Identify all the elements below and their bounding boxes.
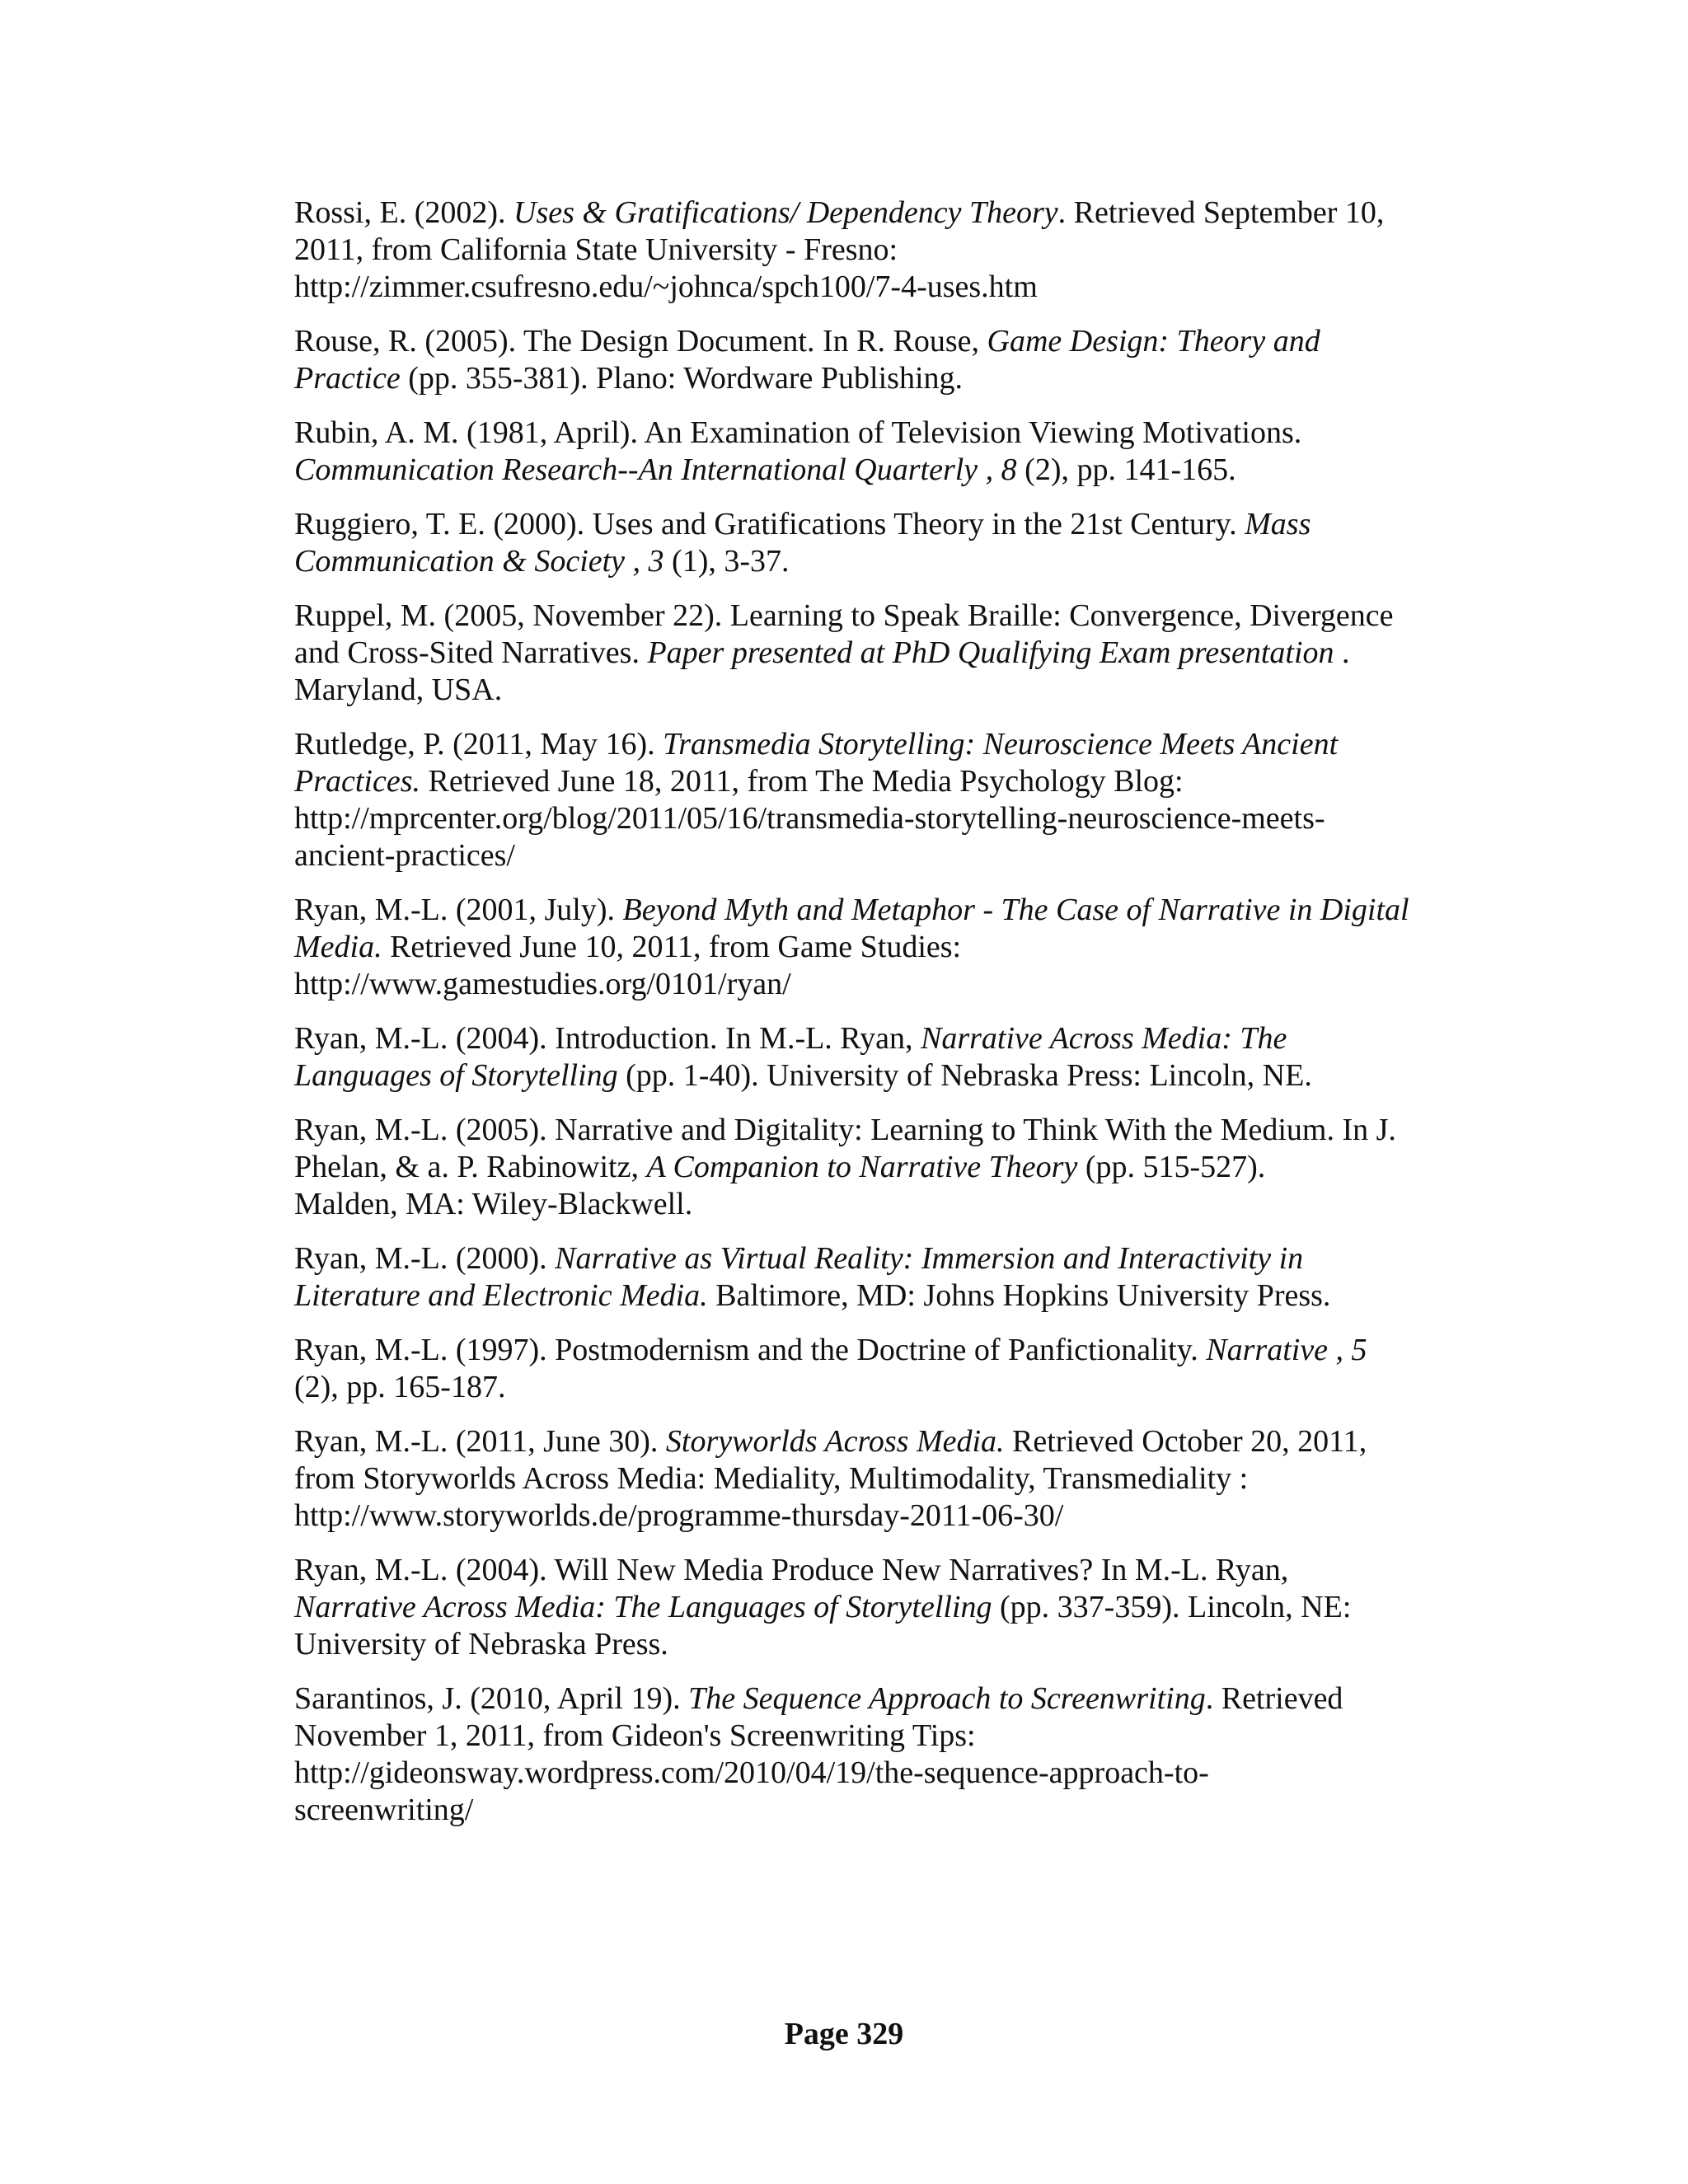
reference-italic-text: Languages of Storytelling [294, 1058, 618, 1093]
reference-line [294, 726, 1465, 763]
reference-text: (pp. 1-40). University of Nebraska Press: Lincoln, NE. [617, 1058, 1312, 1093]
reference-line [294, 1718, 1465, 1755]
reference-italic-text: Practices. [294, 764, 421, 799]
reference-text: Rutledge, P. (2011, May 16). [294, 727, 663, 762]
reference-text: University of Nebraska Press. [294, 1627, 668, 1661]
reference-text: (pp. 337-359). Lincoln, NE: [992, 1590, 1352, 1624]
reference-text: Ryan, M.-L. (2000). [294, 1241, 556, 1276]
reference-text: (1), 3-37. [663, 544, 790, 579]
reference-italic-text: Paper presented at PhD Qualifying Exam presentation [647, 635, 1334, 670]
reference-line [294, 1626, 1465, 1663]
reference-text: and Cross-Sited Narratives. [294, 635, 648, 670]
reference-text: Retrieved June 18, 2011, from The Media Psychology Blog: [420, 764, 1184, 799]
reference-entry [294, 1112, 1465, 1223]
reference-text: Phelan, & a. P. Rabinowitz, [294, 1150, 647, 1184]
reference-entry [294, 194, 1465, 306]
reference-italic-text: Practice [294, 361, 401, 396]
reference-line [294, 800, 1465, 837]
reference-line [294, 1460, 1465, 1497]
reference-text: Rossi, E. (2002). [294, 195, 513, 230]
reference-italic-text: Storyworlds Across Media. [665, 1424, 1005, 1459]
reference-italic-text: Narrative Across Media: The Languages of Storytelling [294, 1590, 992, 1624]
reference-text: (2), pp. 141-165. [1016, 452, 1236, 487]
reference-line [294, 1755, 1465, 1792]
reference-text: http://zimmer.csufresno.edu/~johnca/spch100/7-4-uses.htm [294, 269, 1038, 304]
reference-text: http://gideonsway.wordpress.com/2010/04/19/the-sequence-approach-to- [294, 1755, 1209, 1790]
reference-text: . Retrieved September 10, [1057, 195, 1385, 230]
reference-line [294, 1792, 1465, 1829]
reference-italic-text: Narrative , 5 [1206, 1333, 1367, 1367]
reference-text: Rouse, R. (2005). The Design Document. In R. Rouse, [294, 324, 987, 359]
reference-line [294, 1277, 1465, 1315]
reference-line [294, 929, 1465, 966]
reference-entry [294, 1332, 1465, 1406]
reference-line [294, 1149, 1465, 1186]
reference-line [294, 837, 1465, 874]
reference-entry [294, 506, 1465, 580]
reference-text: screenwriting/ [294, 1793, 474, 1827]
reference-text: Ryan, M.-L. (2001, July). [294, 893, 623, 927]
reference-italic-text: A Companion to Narrative Theory [646, 1150, 1078, 1184]
reference-line [294, 415, 1465, 452]
reference-text: Ryan, M.-L. (2004). Will New Media Produce New Narratives? In M.-L. Ryan, [294, 1553, 1289, 1587]
reference-line [294, 543, 1465, 580]
reference-line [294, 1186, 1465, 1223]
reference-line [294, 1369, 1465, 1406]
reference-text: (pp. 515-527). [1077, 1150, 1266, 1184]
reference-text: Ruppel, M. (2005, November 22). Learning to Speak Braille: Convergence, Divergence [294, 598, 1394, 633]
reference-entry [294, 726, 1465, 874]
reference-text: http://www.gamestudies.org/0101/ryan/ [294, 967, 791, 1001]
reference-line [294, 452, 1465, 489]
page-number: Page 329 [784, 2017, 904, 2051]
reference-text: Ryan, M.-L. (2011, June 30). [294, 1424, 666, 1459]
reference-italic-text: The Sequence Approach to Screenwriting [688, 1681, 1206, 1716]
reference-line [294, 1497, 1465, 1535]
reference-line [294, 1332, 1465, 1369]
reference-entry [294, 892, 1465, 1003]
reference-text: Malden, MA: Wiley-Blackwell. [294, 1187, 693, 1221]
reference-italic-text: Mass [1245, 507, 1311, 541]
reference-line [294, 506, 1465, 543]
reference-text: Retrieved October 20, 2011, [1004, 1424, 1367, 1459]
reference-text: . Retrieved [1205, 1681, 1343, 1716]
reference-line [294, 1423, 1465, 1460]
reference-entry [294, 598, 1465, 709]
reference-text: http://mprcenter.org/blog/2011/05/16/transmedia-storytelling-neuroscience-meets- [294, 801, 1325, 836]
reference-line [294, 1552, 1465, 1589]
reference-italic-text: Beyond Myth and Metaphor - The Case of Narrative in Digital [622, 893, 1409, 927]
reference-entry [294, 415, 1465, 489]
reference-line [294, 966, 1465, 1003]
reference-entry [294, 1240, 1465, 1315]
reference-text: . [1334, 635, 1350, 670]
reference-line [294, 1112, 1465, 1149]
reference-text: (pp. 355-381). Plano: Wordware Publishing. [400, 361, 964, 396]
reference-text: Ryan, M.-L. (1997). Postmodernism and the Doctrine of Panfictionality. [294, 1333, 1207, 1367]
reference-entry [294, 1680, 1465, 1829]
reference-line [294, 1589, 1465, 1626]
reference-line [294, 269, 1465, 306]
reference-line [294, 232, 1465, 269]
reference-italic-text: Game Design: Theory and [987, 324, 1320, 359]
reference-text: Rubin, A. M. (1981, April). An Examination of Television Viewing Motivations. [294, 415, 1302, 450]
reference-line [294, 1680, 1465, 1718]
reference-line [294, 598, 1465, 635]
reference-text: Ruggiero, T. E. (2000). Uses and Gratifications Theory in the 21st Century. [294, 507, 1245, 541]
reference-line [294, 360, 1465, 397]
reference-text: Baltimore, MD: Johns Hopkins University Press. [707, 1278, 1331, 1313]
reference-text: Maryland, USA. [294, 673, 503, 707]
reference-line [294, 194, 1465, 232]
reference-line [294, 1240, 1465, 1277]
reference-line [294, 892, 1465, 929]
reference-italic-text: Communication & Society , 3 [294, 544, 664, 579]
reference-text: 2011, from California State University - Fresno: [294, 232, 898, 267]
reference-line [294, 323, 1465, 360]
reference-italic-text: Literature and Electronic Media. [294, 1278, 708, 1313]
reference-italic-text: Narrative Across Media: The [921, 1021, 1287, 1056]
reference-entry [294, 1423, 1465, 1535]
reference-text: (2), pp. 165-187. [294, 1370, 506, 1404]
reference-text: Retrieved June 10, 2011, from Game Studies: [382, 930, 962, 964]
reference-text: from Storyworlds Across Media: Mediality, Multimodality, Transmediality : [294, 1461, 1249, 1496]
reference-line [294, 1020, 1465, 1057]
reference-text: Ryan, M.-L. (2005). Narrative and Digitality: Learning to Think With the Medium. In J. [294, 1113, 1396, 1147]
reference-entry [294, 1020, 1465, 1094]
reference-text: Sarantinos, J. (2010, April 19). [294, 1681, 689, 1716]
reference-text: ancient-practices/ [294, 838, 515, 873]
reference-line [294, 635, 1465, 672]
reference-line [294, 763, 1465, 800]
reference-entry [294, 323, 1465, 397]
reference-line [294, 1057, 1465, 1094]
reference-italic-text: Uses & Gratifications/ Dependency Theory [513, 195, 1058, 230]
reference-entry [294, 1552, 1465, 1663]
reference-line [294, 672, 1465, 709]
reference-text: Ryan, M.-L. (2004). Introduction. In M.-L. Ryan, [294, 1021, 921, 1056]
reference-italic-text: Media. [294, 930, 382, 964]
reference-text: November 1, 2011, from Gideon's Screenwriting Tips: [294, 1718, 976, 1753]
reference-italic-text: Transmedia Storytelling: Neuroscience Meets Ancient [663, 727, 1339, 762]
reference-italic-text: Narrative as Virtual Reality: Immersion and Interactivity in [555, 1241, 1304, 1276]
reference-italic-text: Communication Research--An International Quarterly , 8 [294, 452, 1017, 487]
reference-text: http://www.storyworlds.de/programme-thursday-2011-06-30/ [294, 1498, 1064, 1533]
reference-list [294, 194, 1465, 1846]
